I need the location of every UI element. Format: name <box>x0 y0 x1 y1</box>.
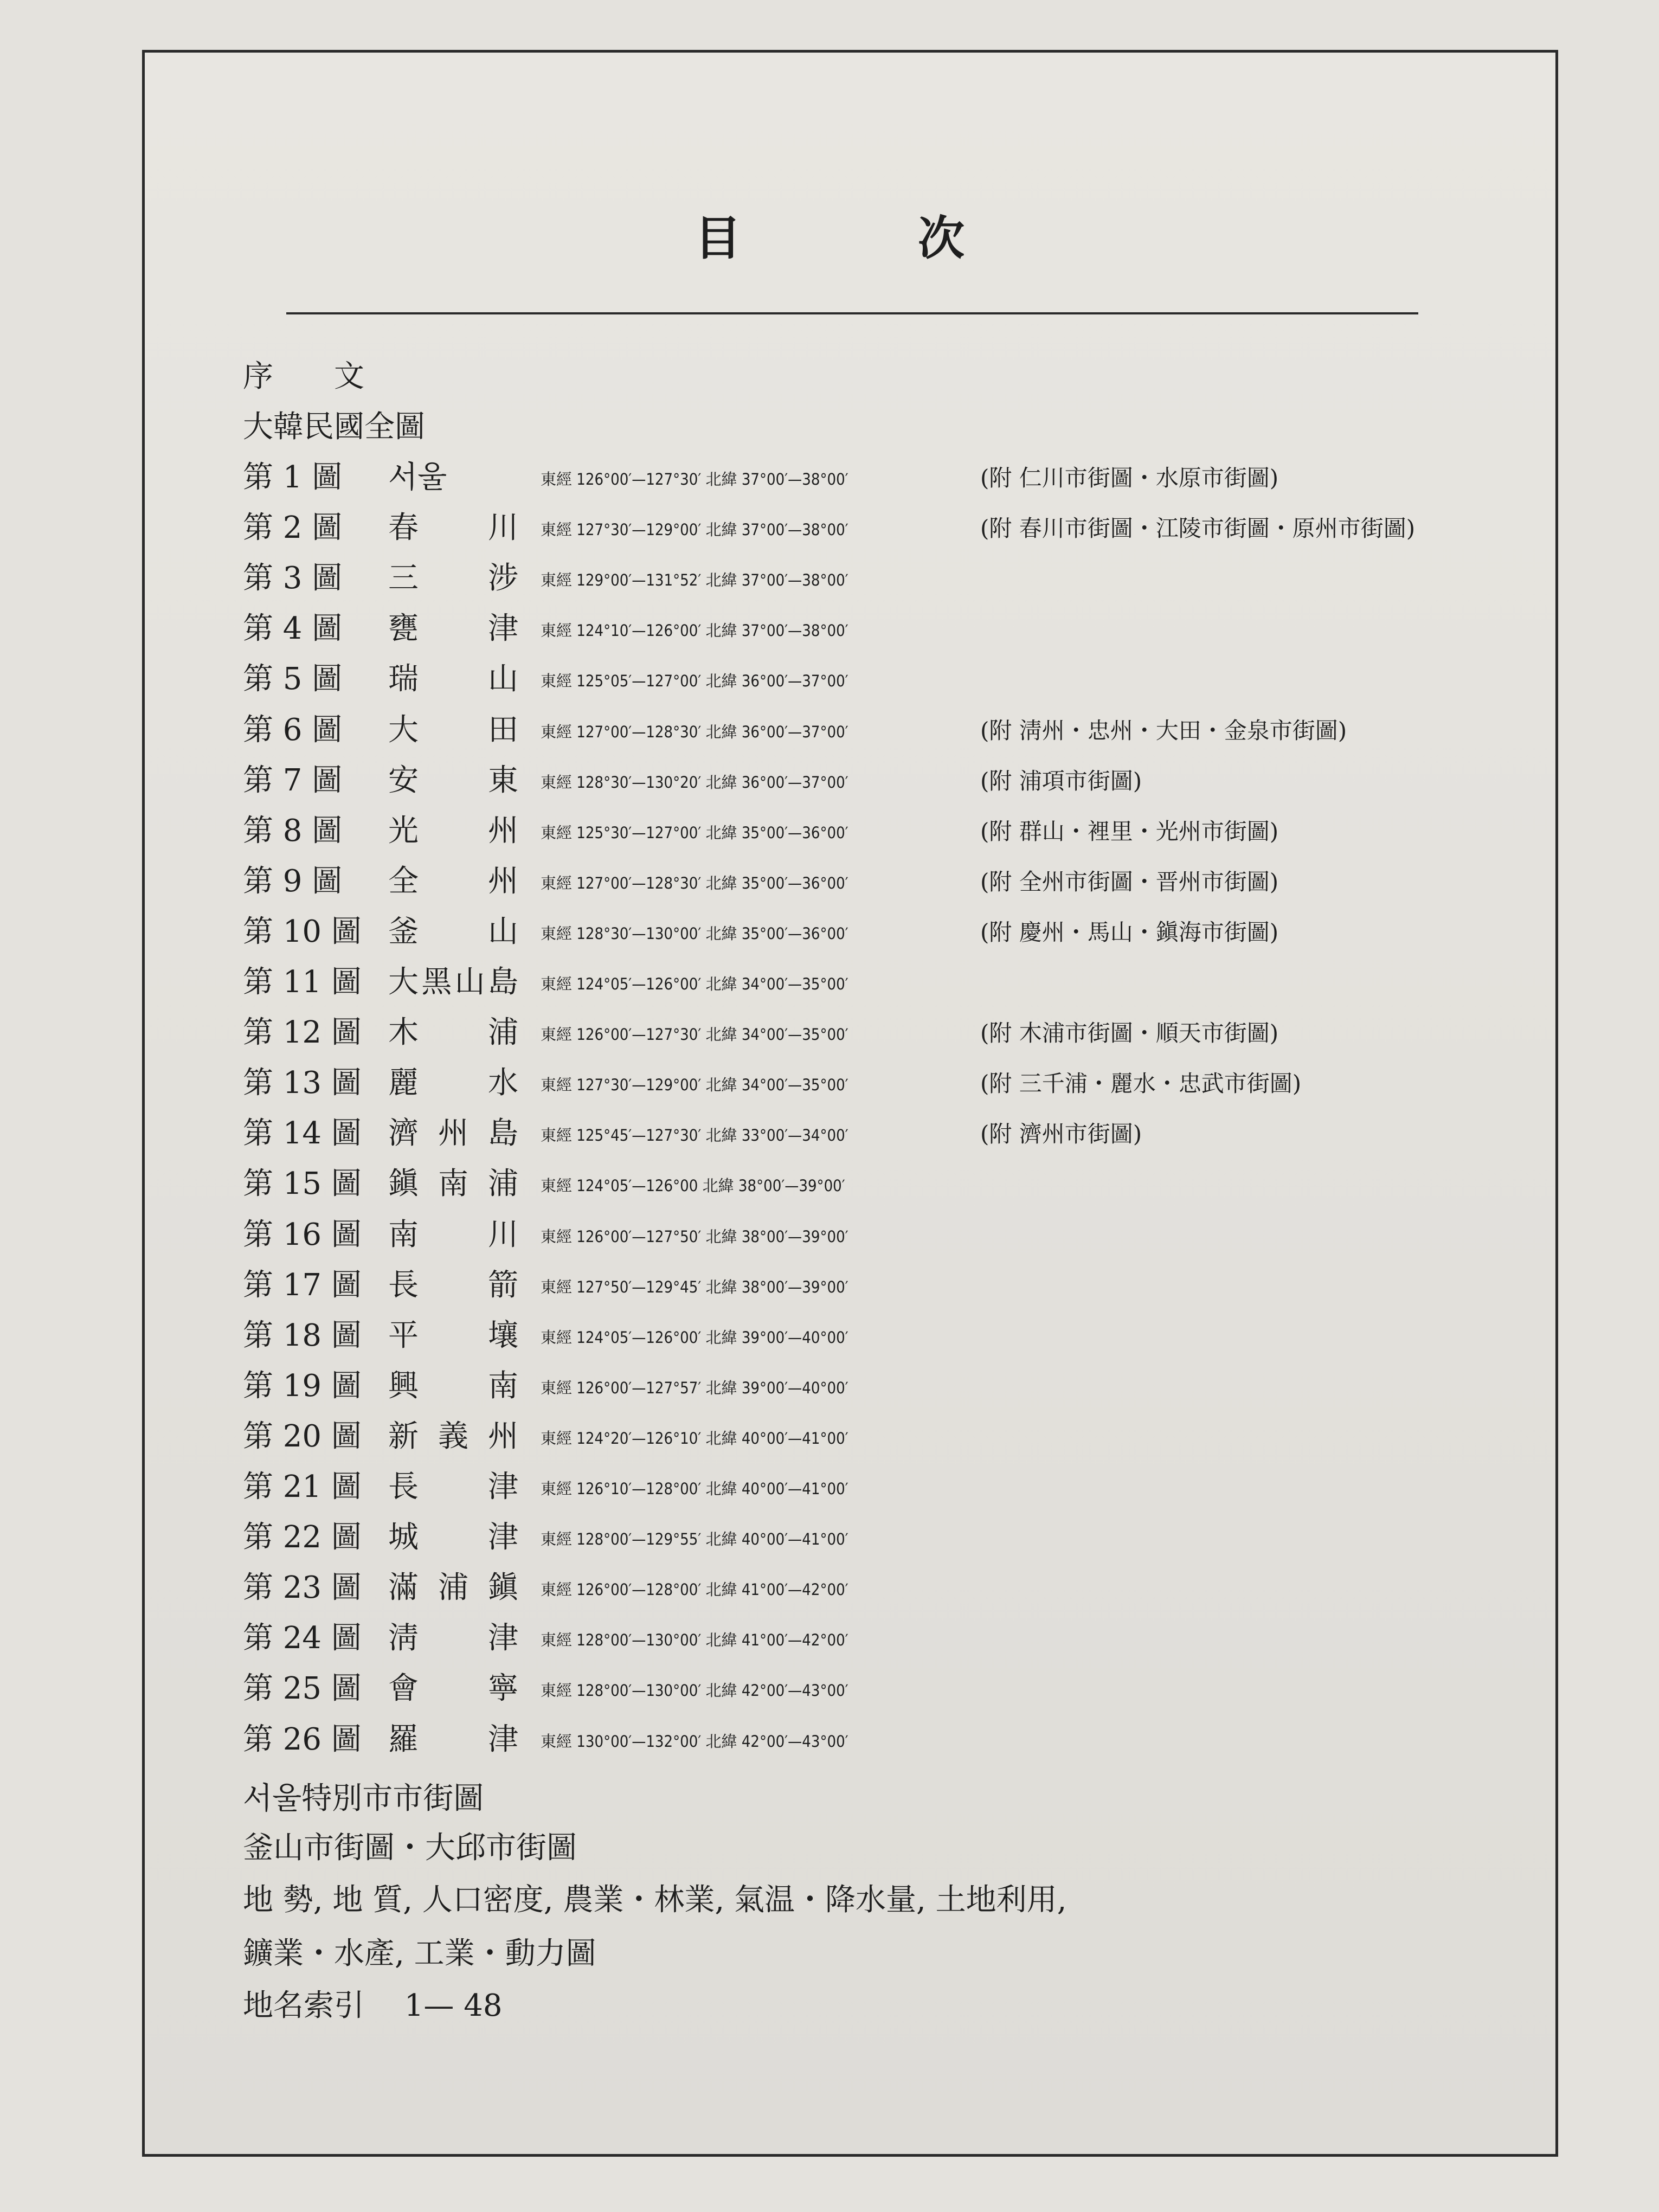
map-name: 會寧 <box>388 1671 518 1707</box>
map-number: 第 4 圖 <box>243 611 343 647</box>
map-coordinates: 東經 126°00′—127°50′ 北緯 38°00′—39°00′ <box>541 1227 848 1246</box>
map-number: 第 15 圖 <box>243 1166 362 1202</box>
map-name: 長箭 <box>388 1267 518 1303</box>
map-number: 第 25 圖 <box>243 1671 362 1707</box>
map-name: 瑞山 <box>388 661 518 697</box>
map-appendix: (附 淸州・忠州・大田・金泉市街圖) <box>980 717 1347 744</box>
title-divider <box>286 312 1418 314</box>
map-coordinates: 東經 127°50′—129°45′ 北緯 38°00′—39°00′ <box>541 1277 848 1296</box>
map-number: 第 5 圖 <box>243 661 343 697</box>
map-coordinates: 東經 127°30′—129°00′ 北緯 37°00′—38°00′ <box>541 520 848 539</box>
map-name: 光州 <box>388 813 518 848</box>
map-appendix: (附 濟州市街圖) <box>980 1121 1142 1148</box>
map-coordinates: 東經 129°00′—131°52′ 北緯 37°00′—38°00′ <box>541 571 848 590</box>
map-coordinates: 東經 124°10′—126°00′ 北緯 37°00′—38°00′ <box>541 621 848 640</box>
toc-entry-outro: 鑛業・水產, 工業・動力圖 <box>243 1936 596 1971</box>
map-number: 第 18 圖 <box>243 1317 362 1353</box>
map-number: 第 3 圖 <box>243 561 343 596</box>
map-number: 第 12 圖 <box>243 1015 362 1051</box>
map-appendix: (附 浦項市街圖) <box>980 767 1142 794</box>
toc-entry-intro: 序 文 <box>243 359 364 394</box>
map-appendix: (附 木浦市街圖・順天市街圖) <box>980 1020 1279 1047</box>
map-name: 興南 <box>388 1368 518 1404</box>
map-number: 第 8 圖 <box>243 813 343 848</box>
map-name: 全州 <box>388 863 518 899</box>
map-number: 第 7 圖 <box>243 762 343 798</box>
map-coordinates: 東經 127°30′—129°00′ 北緯 34°00′—35°00′ <box>541 1076 848 1095</box>
toc-entry-outro: 서울特別市市街圖 <box>243 1781 484 1816</box>
map-name: 濟州島 <box>388 1116 518 1152</box>
map-name: 서울 <box>388 460 447 495</box>
map-number: 第 17 圖 <box>243 1267 362 1303</box>
map-coordinates: 東經 128°30′—130°20′ 北緯 36°00′—37°00′ <box>541 773 848 792</box>
map-coordinates: 東經 125°30′—127°00′ 北緯 35°00′—36°00′ <box>541 823 848 842</box>
map-coordinates: 東經 128°00′—129°55′ 北緯 40°00′—41°00′ <box>541 1530 848 1549</box>
map-name: 南川 <box>388 1217 518 1252</box>
map-number: 第 1 圖 <box>243 460 343 495</box>
map-number: 第 20 圖 <box>243 1418 362 1454</box>
map-name: 木浦 <box>388 1015 518 1051</box>
toc-entry-outro: 釜山市街圖・大邱市街圖 <box>243 1830 577 1866</box>
map-appendix: (附 群山・裡里・光州市街圖) <box>980 818 1279 845</box>
map-coordinates: 東經 126°10′—128°00′ 北緯 40°00′—41°00′ <box>541 1480 848 1498</box>
map-name: 釜山 <box>388 914 518 949</box>
map-number: 第 6 圖 <box>243 712 343 748</box>
map-name: 長津 <box>388 1469 518 1504</box>
map-number: 第 26 圖 <box>243 1721 362 1757</box>
map-coordinates: 東經 128°00′—130°00′ 北緯 41°00′—42°00′ <box>541 1631 848 1650</box>
map-coordinates: 東經 125°05′—127°00′ 北緯 36°00′—37°00′ <box>541 672 848 691</box>
toc-entry-outro: 地 勢, 地 質, 人口密度, 農業・林業, 氣温・降水量, 土地利用, <box>243 1882 1067 1918</box>
map-coordinates: 東經 127°00′—128°30′ 北緯 35°00′—36°00′ <box>541 873 848 892</box>
map-coordinates: 東經 124°05′—126°00 北緯 38°00′—39°00′ <box>541 1176 845 1195</box>
map-name: 大田 <box>388 712 518 748</box>
map-coordinates: 東經 130°00′—132°00′ 北緯 42°00′—43°00′ <box>541 1732 848 1751</box>
map-number: 第 19 圖 <box>243 1368 362 1404</box>
map-coordinates: 東經 126°00′—127°30′ 北緯 37°00′—38°00′ <box>541 470 848 488</box>
map-number: 第 24 圖 <box>243 1621 362 1656</box>
map-number: 第 21 圖 <box>243 1469 362 1504</box>
map-name: 安東 <box>388 762 518 798</box>
map-number: 第 22 圖 <box>243 1520 362 1555</box>
map-number: 第 14 圖 <box>243 1116 362 1152</box>
map-name: 甕津 <box>388 611 518 647</box>
map-number: 第 23 圖 <box>243 1570 362 1606</box>
map-name: 三涉 <box>388 561 518 596</box>
map-number: 第 2 圖 <box>243 510 343 546</box>
map-coordinates: 東經 126°00′—128°00′ 北緯 41°00′—42°00′ <box>541 1580 848 1599</box>
map-name: 春川 <box>388 510 518 546</box>
map-coordinates: 東經 126°00′—127°57′ 北緯 39°00′—40°00′ <box>541 1378 848 1397</box>
map-appendix: (附 春川市街圖・江陵市街圖・原州市街圖) <box>980 515 1416 542</box>
map-name: 羅津 <box>388 1721 518 1757</box>
map-name: 平壤 <box>388 1317 518 1353</box>
map-name: 大黑山島 <box>388 964 518 1000</box>
map-number: 第 16 圖 <box>243 1217 362 1252</box>
map-coordinates: 東經 125°45′—127°30′ 北緯 33°00′—34°00′ <box>541 1126 848 1145</box>
toc-entry-intro: 大韓民國全圖 <box>243 409 425 445</box>
map-appendix: (附 全州市街圖・晋州市街圖) <box>980 868 1279 895</box>
map-appendix: (附 慶州・馬山・鎭海市街圖) <box>980 918 1279 946</box>
map-name: 淸津 <box>388 1621 518 1656</box>
map-number: 第 10 圖 <box>243 914 362 949</box>
map-coordinates: 東經 127°00′—128°30′ 北緯 36°00′—37°00′ <box>541 722 848 741</box>
map-coordinates: 東經 124°05′—126°00′ 北緯 39°00′—40°00′ <box>541 1328 848 1347</box>
map-appendix: (附 仁川市街圖・水原市街圖) <box>980 465 1279 491</box>
map-name: 鎭南浦 <box>388 1166 518 1202</box>
toc-entry-outro: 地名索引 1— 48 <box>243 1988 503 2023</box>
map-appendix: (附 三千浦・麗水・忠武市街圖) <box>980 1070 1302 1097</box>
map-name: 滿浦鎭 <box>388 1570 518 1606</box>
map-name: 新義州 <box>388 1418 518 1454</box>
map-coordinates: 東經 124°05′—126°00′ 北緯 34°00′—35°00′ <box>541 975 848 993</box>
map-coordinates: 東經 126°00′—127°30′ 北緯 34°00′—35°00′ <box>541 1025 848 1044</box>
map-name: 麗水 <box>388 1065 518 1101</box>
map-coordinates: 東經 128°30′—130°00′ 北緯 35°00′—36°00′ <box>541 924 848 943</box>
map-coordinates: 東經 124°20′—126°10′ 北緯 40°00′—41°00′ <box>541 1429 848 1448</box>
map-number: 第 9 圖 <box>243 863 343 899</box>
page-title: 目 次 <box>695 211 1030 266</box>
map-coordinates: 東經 128°00′—130°00′ 北緯 42°00′—43°00′ <box>541 1681 848 1700</box>
map-name: 城津 <box>388 1520 518 1555</box>
map-number: 第 11 圖 <box>243 964 362 1000</box>
map-number: 第 13 圖 <box>243 1065 362 1101</box>
